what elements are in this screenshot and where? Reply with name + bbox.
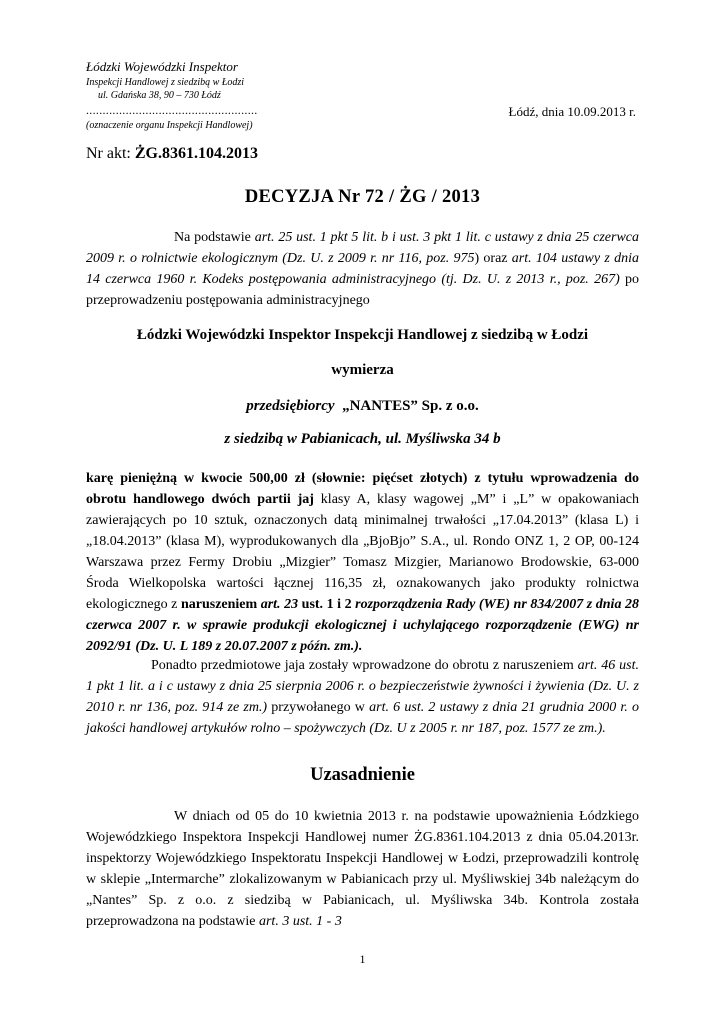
penalty-text-1: karę pieniężną w kwocie 500,00 zł (słownie: pięćset złotych) z tytułu wprowadzenia do obrotu handlowego dwóch partii jaj <box>86 471 639 507</box>
authority-seat: Inspekcji Handlowej z siedzibą w Łodzi <box>86 77 245 88</box>
basis-text-4: art. 104 ustawy z dnia 14 czerwca 1960 r. Kodeks postępowania administracyjnego (tj. Dz. U. z 2013 r., poz. 267) <box>86 251 639 287</box>
decision-title: DECYZJA Nr 72 / ŻG / 2013 <box>244 187 481 207</box>
basis-text-1: Na podstawie <box>174 230 255 245</box>
entrepreneur-line <box>0 398 725 415</box>
entrepreneur-seat: z siedzibą w Pabianicach, ul. Myśliwska 34 b <box>224 431 501 447</box>
case-number: ŻG.8361.104.2013 <box>134 145 258 162</box>
additional-text-4: art. 6 ust. 2 ustawy z dnia 21 grudnia 2000 r. o jakości handlowej artykułów rolno – spożywczych (Dz. U z 2005 r. nr 187, poz. 1577 ze zm.). <box>86 700 639 736</box>
justification-heading: Uzasadnienie <box>310 765 415 785</box>
authority-name: Łódzki Wojewódzki Inspektor <box>86 59 238 74</box>
penalty-paragraph <box>86 468 639 657</box>
justification-text-2: art. 3 ust. 1 - 3 <box>258 914 342 929</box>
legal-basis-paragraph <box>86 227 639 311</box>
basis-text-3: ) oraz <box>474 251 512 266</box>
justification-text-1: W dniach od 05 do 10 kwietnia 2013 r. na podstawie upoważnienia Łódzkiego Wojewódzkiego Inspektora Inspekcji Handlowej numer ŻG.8361.104.2013 z dnia 05.04.2013r. inspektorzy Wojewódzkiego Inspektoratu Inspekcji Handlowej w Łodzi, przeprowadzili kontrolę w sklepie „Intermarche” zlokalizowanym w Pabianicach przy ul. Myśliwskiej 34b należącym do „Nantes” Sp. z o.o. z siedzibą w Pabianicach, ul. Myśliwska 34b. Kontrola została przeprowadzona na podstawie <box>86 809 639 929</box>
additional-paragraph <box>86 655 639 739</box>
entrepreneur-label: przedsiębiorcy <box>246 398 335 414</box>
penalty-text-4: art. 23 <box>260 597 299 612</box>
case-number-label: Nr akt: <box>86 145 135 162</box>
justification-paragraph <box>86 806 639 932</box>
inspector-heading: Łódzki Wojewódzki Inspektor Inspekcji Handlowej z siedzibą w Łodzi <box>136 327 589 343</box>
penalty-text-2: klasy A, klasy wagowej „M” i „L” w opakowaniach zawierających po 10 sztuk, oznaczonych datą minimalnej trwałości „17.04.2013” (klasa L) i „18.04.2013” (klasa M), wyprodukowanych dla „BjoBjo” S.A., ul. Rondo ONZ 1, 2 OP, 00-124 Warszawa przez Fermy Drobiu „Mizgier” Tomasz Mizgier, Marianowo Brodowskie, 63-000 Środa Wielkopolska wartości łącznej 116,35 zł, oznakowanych jako produkty rolnictwa ekologicznego z <box>86 492 639 612</box>
page-number: 1 <box>359 952 366 966</box>
penalty-text-6: rozporządzenia Rady (WE) nr 834/2007 z dnia 28 czerwca 2007 r. w sprawie produkcji ekologicznej i uchylającego rozporządzenie (EWG) nr 2092/91 (Dz. U. L 189 z 20.07.2007 z późn. zm.). <box>86 597 639 654</box>
additional-text-3: przywołanego w <box>267 700 370 715</box>
place-date: Łódź, dnia 10.09.2013 r. <box>508 104 636 119</box>
additional-text-2: art. 46 ust. 1 pkt 1 lit. a i c ustawy z dnia 25 sierpnia 2006 r. o bezpieczeństwie żywności i żywienia (Dz. U. z 2010 r. nr 136, poz. 914 ze zm.) <box>86 658 639 715</box>
imposes-heading: wymierza <box>331 362 394 378</box>
basis-text-5: po przeprowadzeniu postępowania administracyjnego <box>86 272 639 308</box>
entrepreneur-name: „NANTES” Sp. z o.o. <box>342 398 479 414</box>
authority-address: ul. Gdańska 38, 90 – 730 Łódź <box>98 90 221 101</box>
basis-text-2: art. 25 ust. 1 pkt 5 lit. b i ust. 3 pkt 1 lit. c ustawy z dnia 25 czerwca 2009 r. o rolnictwie ekologicznym (Dz. U. z 2009 r. nr 116, poz. 975 <box>86 230 640 266</box>
signature-dots: .................................................... <box>86 103 258 117</box>
penalty-text-3: naruszeniem <box>180 597 261 612</box>
authority-stamp-caption: (oznaczenie organu Inspekcji Handlowej) <box>86 120 253 131</box>
additional-text-1: Ponadto przedmiotowe jaja zostały wprowadzone do obrotu z naruszeniem <box>151 658 578 673</box>
penalty-text-5: ust. 1 i 2 <box>298 597 356 612</box>
case-number-line <box>86 145 258 163</box>
